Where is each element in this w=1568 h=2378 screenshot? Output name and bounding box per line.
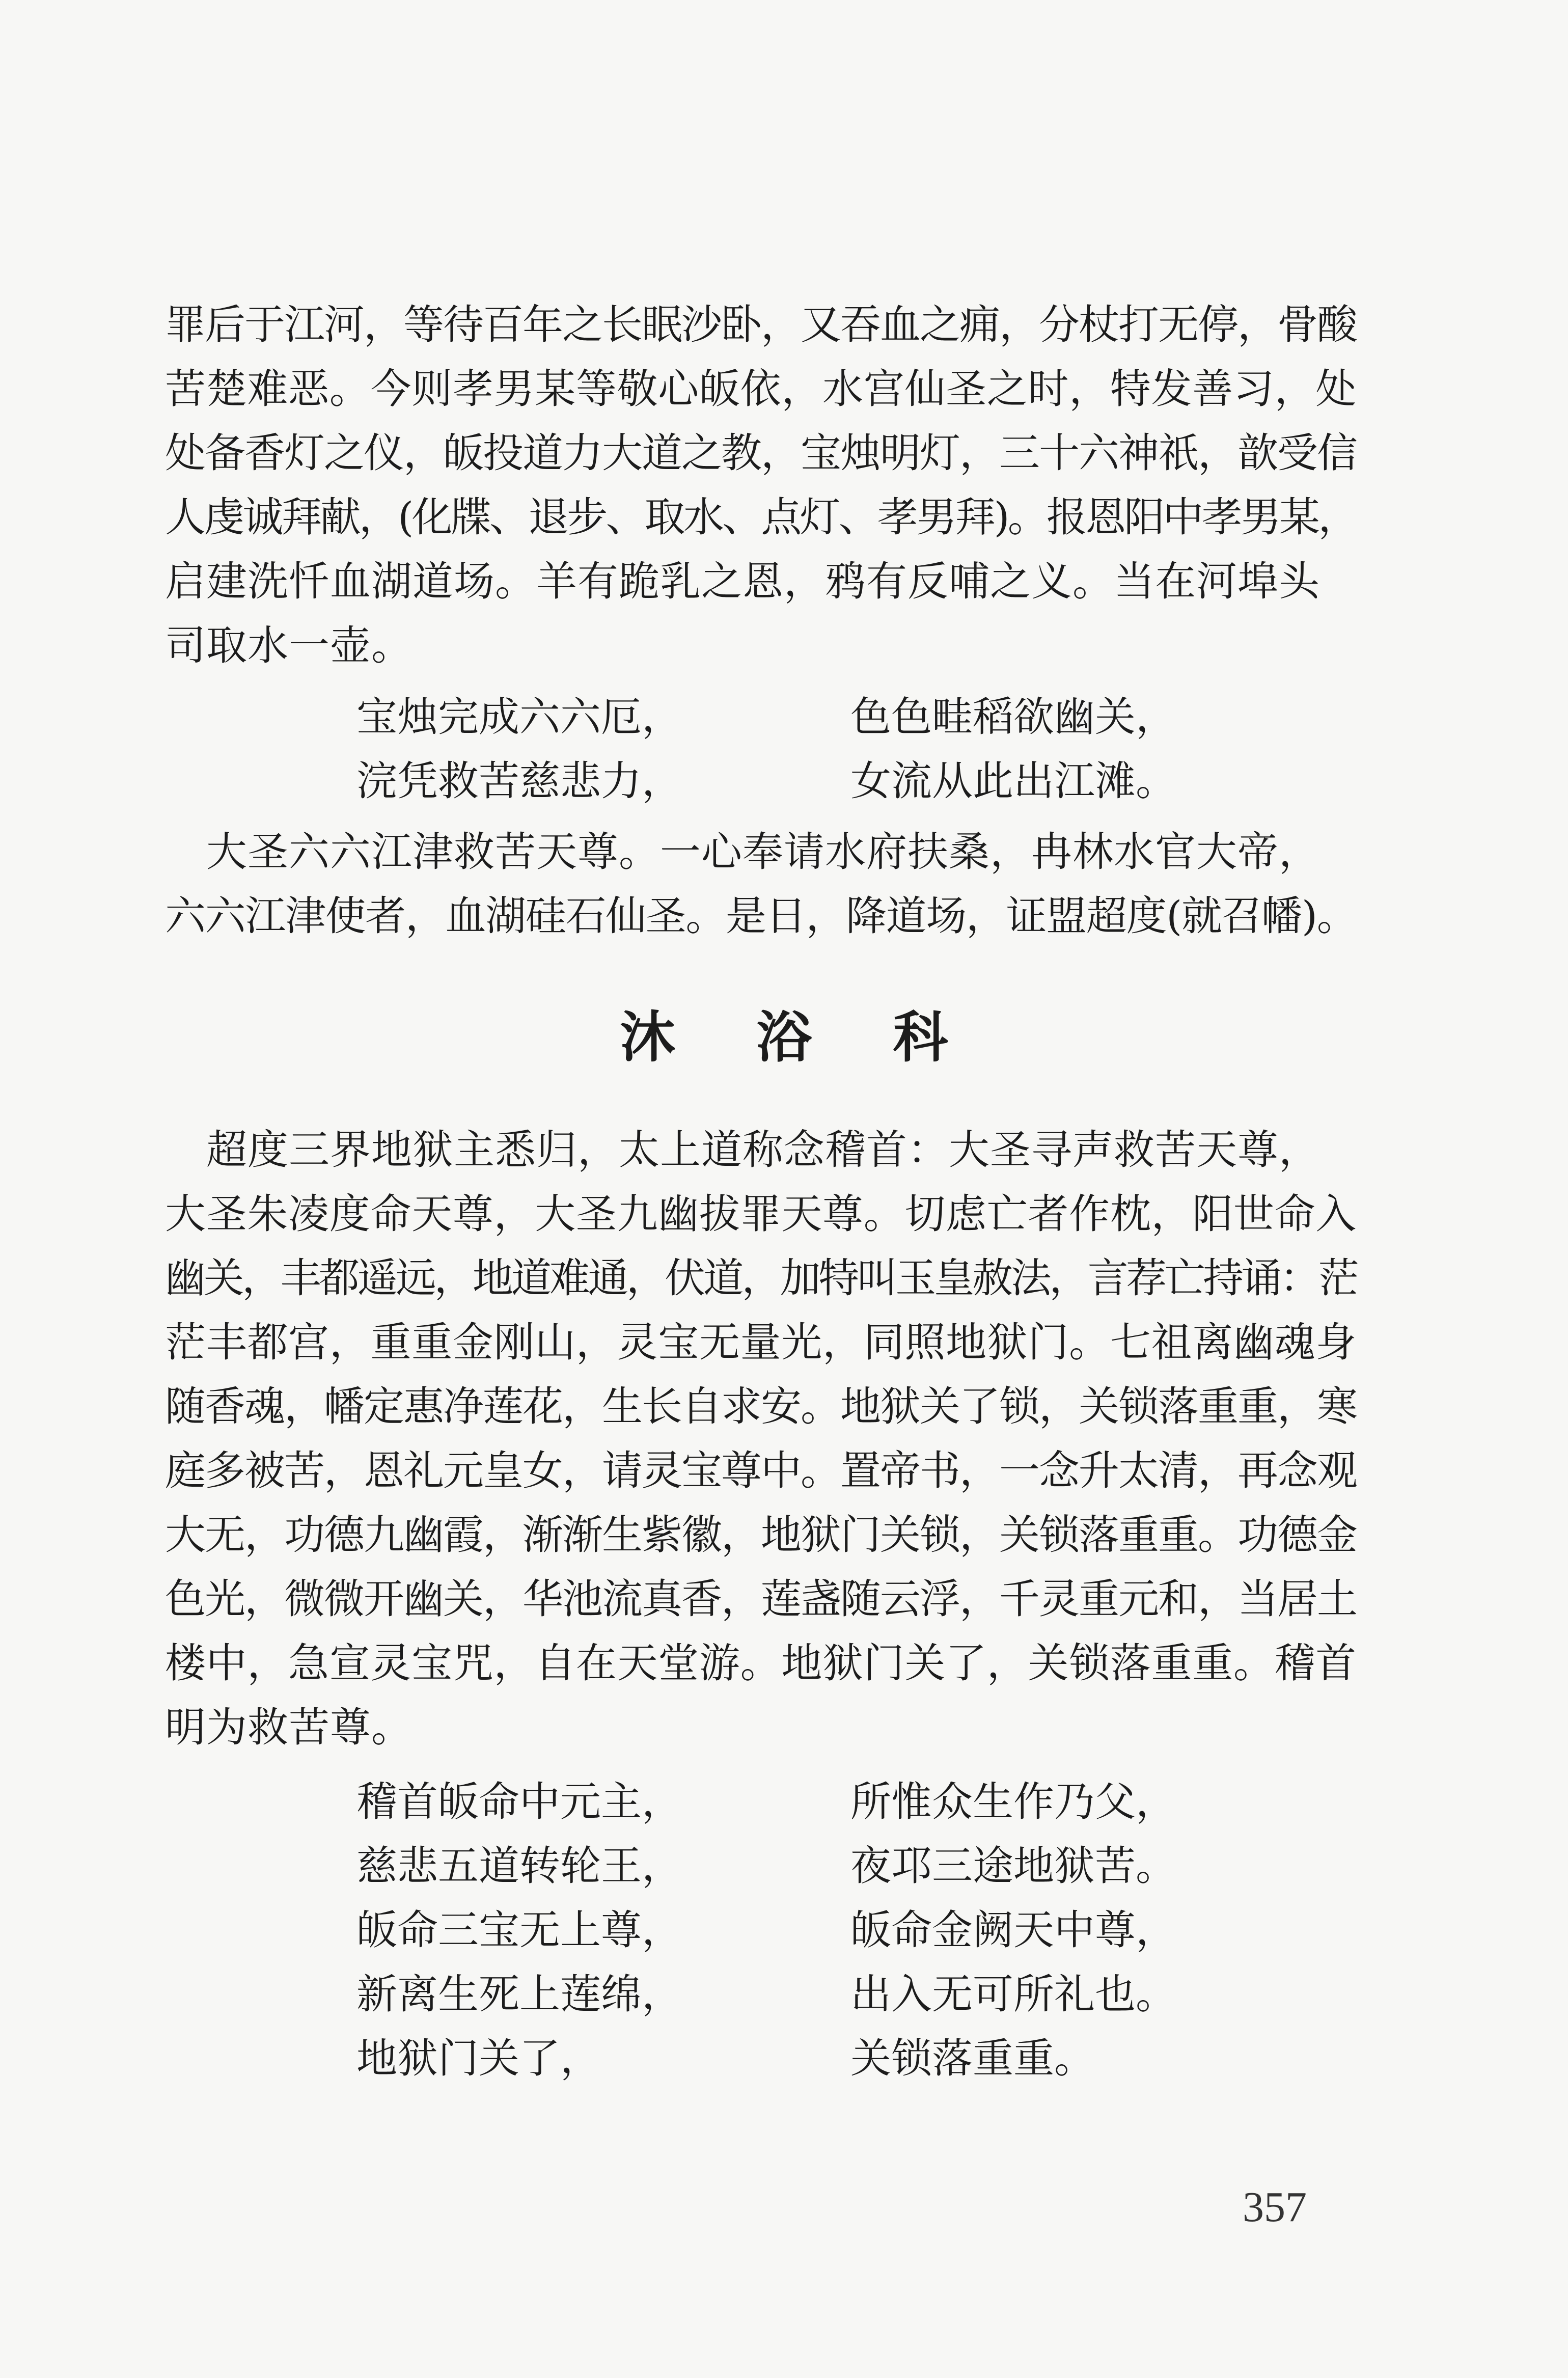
section-title: 沐浴科 [620, 1006, 1030, 1070]
verse-right: 出入无可所礼也。 [850, 1971, 1176, 2018]
text-line: 大圣朱凌度命天尊，大圣九幽拔罪天尊。切虑亡者作枕，阳世命入 [165, 1190, 1357, 1238]
verse-left: 慈悲五道转轮王， [356, 1842, 682, 1890]
verse-row [0, 1962, 1568, 2027]
text-line: 司取水一壶。 [165, 622, 412, 669]
verse-block-2 [0, 1770, 1568, 2091]
paragraph-bathing-rite [165, 1118, 1357, 1760]
page-number: 357 [1243, 2183, 1307, 2231]
verse-right: 女流从此出江滩。 [850, 757, 1176, 805]
verse-row [0, 1770, 1568, 1834]
text-line: 庭多被苦，恩礼元皇女，请灵宝尊中。置帝书，一念升太清，再念观 [165, 1447, 1357, 1494]
verse-left: 皈命三宝无上尊， [356, 1906, 682, 1954]
text-line: 处备香灯之仪，皈投道力大道之教，宝烛明灯，三十六神祇，歆受信 [165, 429, 1357, 477]
text-line: 色光，微微开幽关，华池流真香，莲盏随云浮，千灵重元和，当居土 [165, 1575, 1357, 1623]
text-line: 楼中，急宣灵宝咒，自在天堂游。地狱门关了，关锁落重重。稽首 [165, 1639, 1357, 1687]
verse-right: 关锁落重重。 [850, 2035, 1095, 2082]
verse-left: 地狱门关了， [356, 2035, 601, 2082]
verse-right: 色色畦稻欲幽关， [850, 693, 1176, 741]
paragraph-invocation [165, 820, 1357, 948]
text-line: 幽关，丰都遥远，地道难通，伏道，加特叫玉皇赦法，言荐亡持诵：茫 [165, 1254, 1357, 1302]
verse-left: 宝烛完成六六厄， [356, 693, 682, 741]
text-line: 罪后于江河，等待百年之长眠沙卧，又吞血之痈，分杖打无停，骨酸 [165, 301, 1357, 348]
verse-row [0, 1898, 1568, 1962]
text-line: 大无，功德九幽霞，渐渐生紫徽，地狱门关锁，关锁落重重。功德金 [165, 1511, 1357, 1559]
text-line: 大圣六六江津救苦天尊。一心奉请水府扶桑，冉林水官大帝， [165, 828, 1320, 876]
text-line: 明为救苦尊。 [165, 1704, 412, 1751]
text-line: 启建洗忏血湖道场。羊有跪乳之恩，鸦有反哺之义。当在河埠头 [165, 558, 1320, 605]
verse-row [0, 2027, 1568, 2091]
text-line: 六六江津使者，血湖硅石仙圣。是日，降道场，证盟超度(就召幡)。 [165, 892, 1357, 940]
verse-row [0, 685, 1568, 749]
verse-right: 夜邛三途地狱苦。 [850, 1842, 1176, 1890]
verse-left: 新离生死上莲绵， [356, 1971, 682, 2018]
text-line: 超度三界地狱主悉归，太上道称念稽首：大圣寻声救苦天尊， [165, 1126, 1320, 1173]
paragraph-continued [165, 293, 1357, 678]
text-line: 茫丰都宫，重重金刚山，灵宝无量光，同照地狱门。七祖离幽魂身 [165, 1319, 1357, 1366]
text-line: 随香魂，幡定惠净莲花，生长自求安。地狱关了锁，关锁落重重，寒 [165, 1383, 1357, 1430]
verse-block-1 [0, 685, 1568, 813]
verse-left: 浣凭救苦慈悲力， [356, 757, 682, 805]
verse-left: 稽首皈命中元主， [356, 1778, 682, 1825]
text-line: 人虔诚拜献，(化牒、退步、取水、点灯、孝男拜)。报恩阳中孝男某， [165, 494, 1357, 541]
text-line: 苦楚难恶。今则孝男某等敬心皈依，水宫仙圣之时，特发善习，处 [165, 365, 1357, 413]
verse-row [0, 749, 1568, 813]
verse-row [0, 1834, 1568, 1898]
verse-right: 所惟众生作乃父， [850, 1778, 1176, 1825]
verse-right: 皈命金阙天中尊， [850, 1906, 1176, 1954]
